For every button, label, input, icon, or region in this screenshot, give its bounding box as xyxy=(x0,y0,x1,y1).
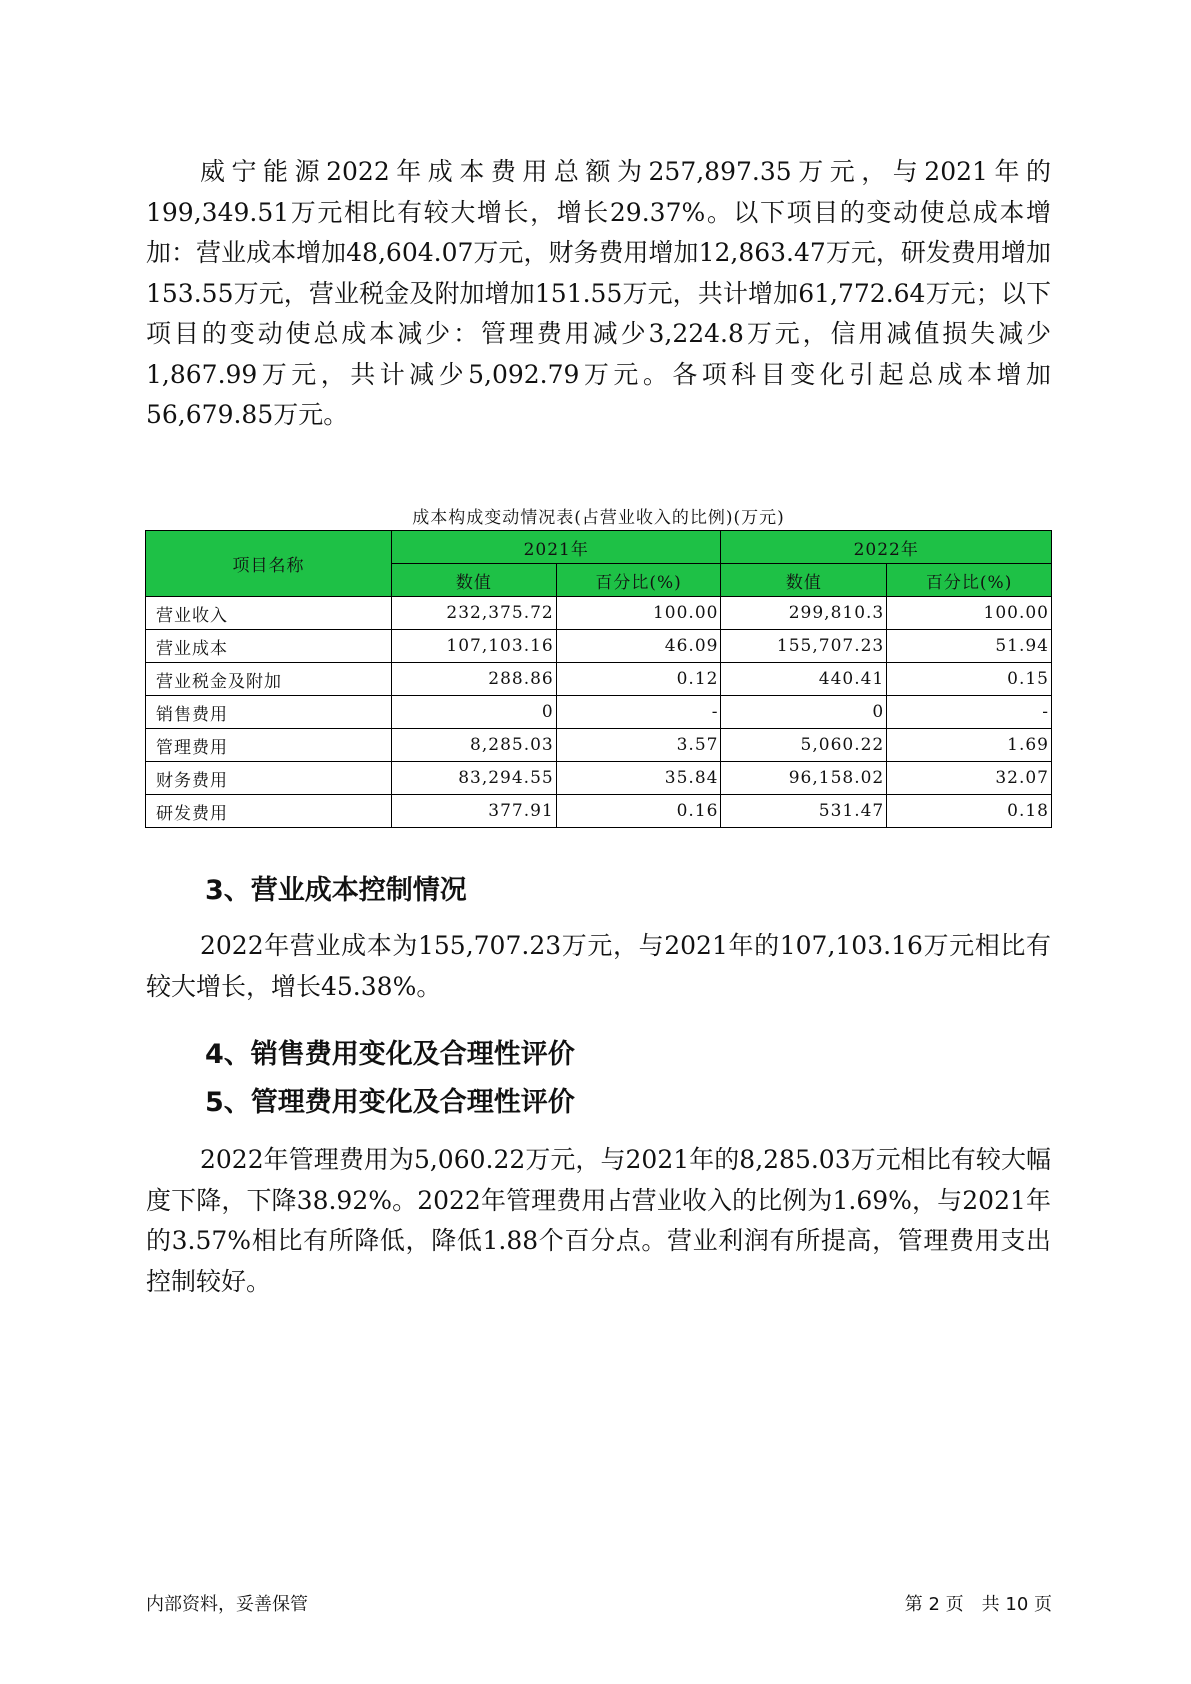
row-pct-2022: 51.94 xyxy=(887,630,1052,663)
header-year-2022: 2022年 xyxy=(721,531,1052,564)
header-pct-2022: 百分比(%) xyxy=(887,564,1052,597)
row-pct-2021: 0.16 xyxy=(556,795,721,828)
header-value-2022: 数值 xyxy=(721,564,887,597)
row-value-2021: 83,294.55 xyxy=(392,762,557,795)
table-row xyxy=(146,663,1052,696)
table-row xyxy=(146,762,1052,795)
footer-page-number: 第 2 页 共 10 页 xyxy=(904,1594,1052,1615)
intro-paragraph: 威宁能源2022年成本费用总额为257,897.35万元，与2021年的199,349.51万元相比有较大增长，增长29.37%。以下项目的变动使总成本增加：营业成本增加48,604.07万元，财务费用增加12,863.47万元，研发费用增加153.55万元，营业税金及附加增加151.55万元，共计增加61,772.64万元；以下项目的变动使总成本减少：管理费用减少3,224.8万元，信用减值损失减少1,867.99万元，共计减少5,092.79万元。各项科目变化引起总成本增加56,679.85万元。 xyxy=(146,157,1051,429)
row-value-2022: 299,810.3 xyxy=(721,597,887,630)
admin-expense-paragraph: 2022年管理费用为5,060.22万元，与2021年的8,285.03万元相比有较大幅度下降，下降38.92%。2022年管理费用占营业收入的比例为1.69%，与2021年的3.57%相比有所降低，降低1.88个百分点。营业利润有所提高，管理费用支出控制较好。 xyxy=(146,1145,1051,1296)
row-pct-2022: 1.69 xyxy=(887,729,1052,762)
operating-cost-paragraph: 2022年营业成本为155,707.23万元，与2021年的107,103.16万元相比有较大增长，增长45.38%。 xyxy=(146,931,1051,1001)
table-row xyxy=(146,795,1052,828)
row-value-2022: 155,707.23 xyxy=(721,630,887,663)
table-caption: 成本构成变动情况表(占营业收入的比例)(万元) xyxy=(412,508,785,528)
row-name: 营业收入 xyxy=(146,597,392,630)
section-heading-admin-expense: 5、管理费用变化及合理性评价 xyxy=(205,1087,575,1118)
row-pct-2022: 0.15 xyxy=(887,663,1052,696)
header-pct-2021: 百分比(%) xyxy=(556,564,721,597)
row-value-2021: 377.91 xyxy=(392,795,557,828)
row-pct-2021: - xyxy=(556,696,721,729)
header-item-name: 项目名称 xyxy=(146,531,392,597)
table-row xyxy=(146,630,1052,663)
row-value-2022: 440.41 xyxy=(721,663,887,696)
table-row xyxy=(146,597,1052,630)
row-name: 研发费用 xyxy=(146,795,392,828)
row-pct-2021: 100.00 xyxy=(556,597,721,630)
footer-confidential-note: 内部资料，妥善保管 xyxy=(146,1594,308,1615)
cost-structure-table xyxy=(145,530,1052,828)
table-row xyxy=(146,729,1052,762)
row-pct-2021: 35.84 xyxy=(556,762,721,795)
table-row xyxy=(146,696,1052,729)
row-value-2022: 96,158.02 xyxy=(721,762,887,795)
row-value-2021: 232,375.72 xyxy=(392,597,557,630)
row-value-2021: 8,285.03 xyxy=(392,729,557,762)
row-name: 管理费用 xyxy=(146,729,392,762)
row-pct-2022: - xyxy=(887,696,1052,729)
row-name: 销售费用 xyxy=(146,696,392,729)
row-pct-2022: 100.00 xyxy=(887,597,1052,630)
row-pct-2021: 0.12 xyxy=(556,663,721,696)
row-pct-2022: 0.18 xyxy=(887,795,1052,828)
header-value-2021: 数值 xyxy=(392,564,557,597)
row-value-2021: 0 xyxy=(392,696,557,729)
row-pct-2022: 32.07 xyxy=(887,762,1052,795)
row-pct-2021: 46.09 xyxy=(556,630,721,663)
row-value-2022: 5,060.22 xyxy=(721,729,887,762)
row-value-2021: 107,103.16 xyxy=(392,630,557,663)
section-heading-operating-cost: 3、营业成本控制情况 xyxy=(205,875,467,906)
row-name: 营业成本 xyxy=(146,630,392,663)
row-name: 财务费用 xyxy=(146,762,392,795)
section-heading-sales-expense: 4、销售费用变化及合理性评价 xyxy=(205,1039,575,1070)
header-year-2021: 2021年 xyxy=(392,531,721,564)
row-value-2022: 531.47 xyxy=(721,795,887,828)
row-name: 营业税金及附加 xyxy=(146,663,392,696)
row-value-2021: 288.86 xyxy=(392,663,557,696)
row-value-2022: 0 xyxy=(721,696,887,729)
row-pct-2021: 3.57 xyxy=(556,729,721,762)
